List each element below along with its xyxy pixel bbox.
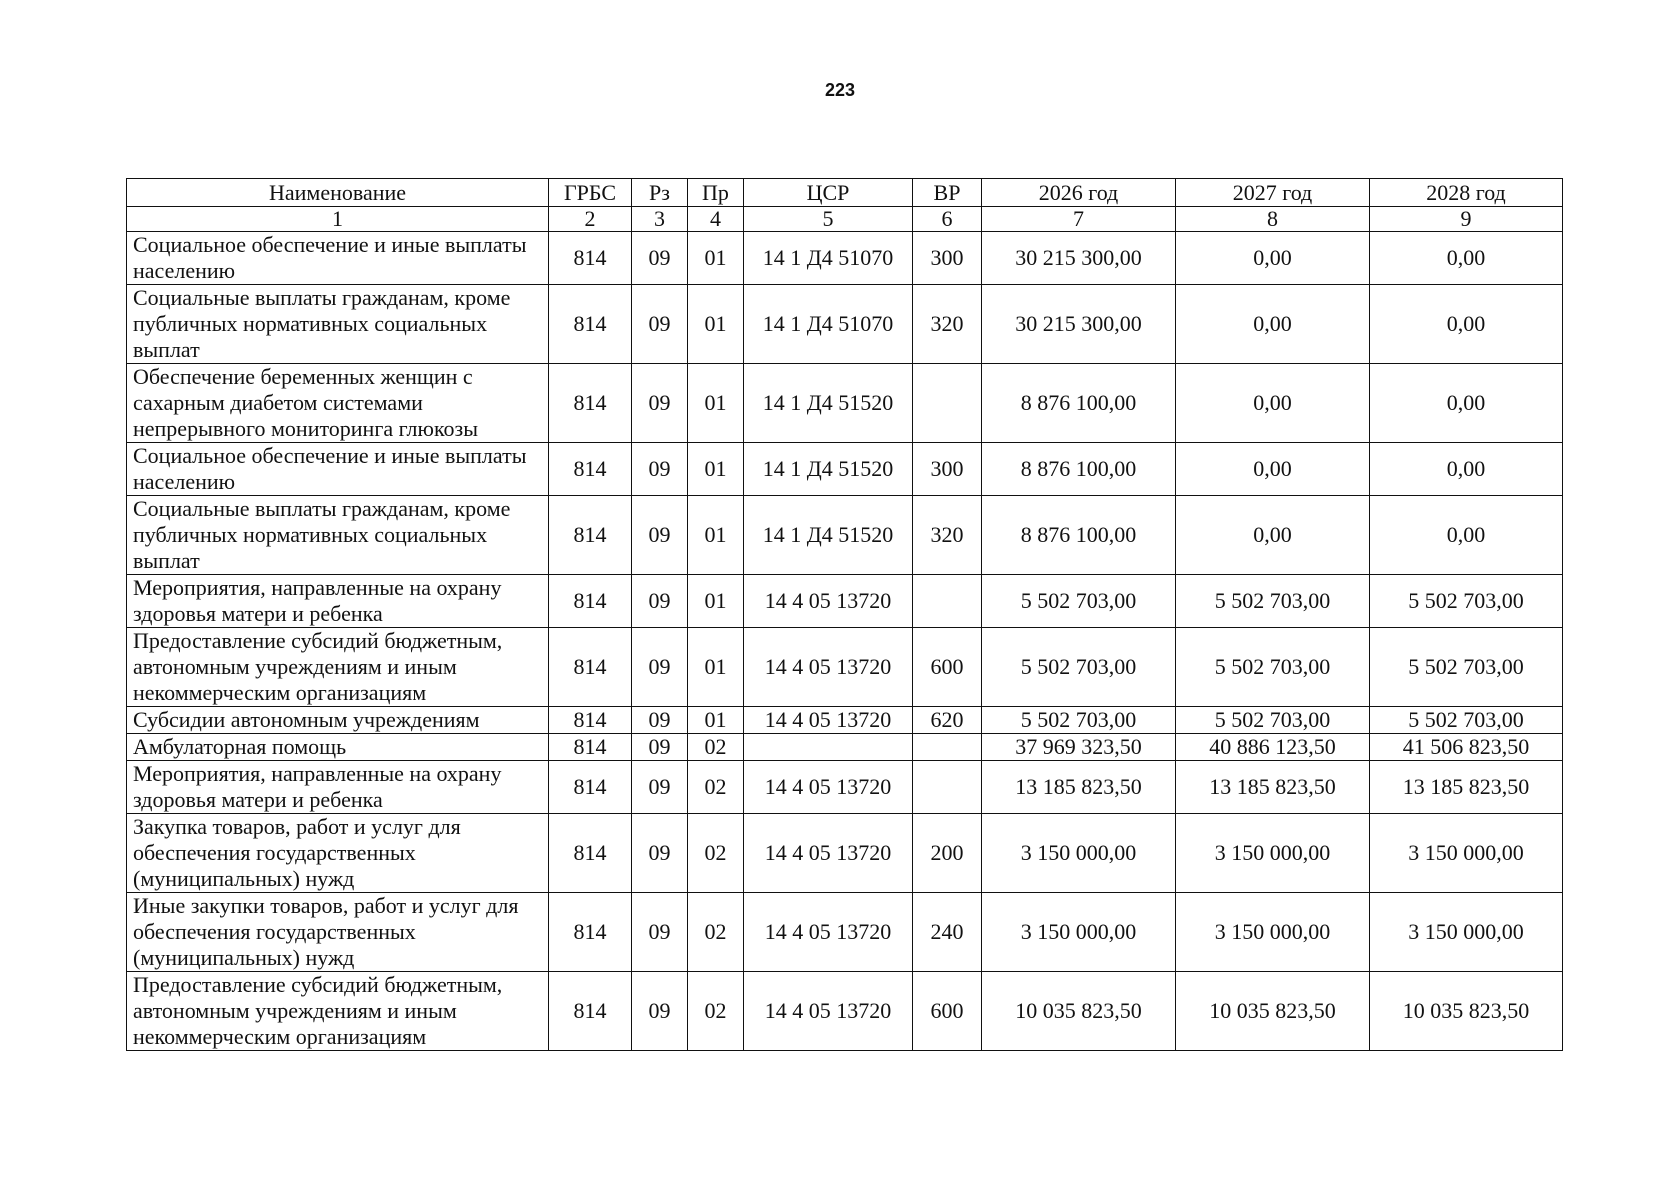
cell-vr: 300 (913, 232, 982, 285)
cell-name: Амбулаторная помощь (127, 734, 549, 761)
column-number-year-2028: 9 (1370, 207, 1563, 232)
table-row (127, 496, 1563, 575)
cell-grbs: 814 (549, 232, 632, 285)
cell-year-2028: 5 502 703,00 (1370, 707, 1563, 734)
cell-grbs: 814 (549, 496, 632, 575)
cell-year-2026: 8 876 100,00 (982, 364, 1176, 443)
cell-rz: 09 (632, 734, 688, 761)
cell-name: Иные закупки товаров, работ и услуг для обеспечения государственных (муниципальных) нужд (127, 893, 549, 972)
cell-year-2028: 41 506 823,50 (1370, 734, 1563, 761)
cell-year-2026: 5 502 703,00 (982, 575, 1176, 628)
cell-name: Закупка товаров, работ и услуг для обеспечения государственных (муниципальных) нужд (127, 814, 549, 893)
cell-csr (744, 734, 913, 761)
cell-pr: 02 (688, 814, 744, 893)
cell-csr: 14 1 Д4 51070 (744, 232, 913, 285)
cell-vr: 600 (913, 628, 982, 707)
column-number-csr: 5 (744, 207, 913, 232)
cell-year-2027: 0,00 (1176, 443, 1370, 496)
cell-year-2028: 0,00 (1370, 232, 1563, 285)
cell-year-2027: 40 886 123,50 (1176, 734, 1370, 761)
cell-rz: 09 (632, 232, 688, 285)
cell-rz: 09 (632, 496, 688, 575)
cell-grbs: 814 (549, 734, 632, 761)
cell-grbs: 814 (549, 285, 632, 364)
cell-year-2026: 30 215 300,00 (982, 232, 1176, 285)
cell-pr: 01 (688, 707, 744, 734)
cell-year-2028: 0,00 (1370, 443, 1563, 496)
cell-grbs: 814 (549, 814, 632, 893)
cell-year-2027: 0,00 (1176, 496, 1370, 575)
table-row (127, 893, 1563, 972)
cell-year-2027: 0,00 (1176, 232, 1370, 285)
cell-pr: 01 (688, 628, 744, 707)
cell-vr: 600 (913, 972, 982, 1051)
cell-pr: 01 (688, 364, 744, 443)
cell-rz: 09 (632, 707, 688, 734)
column-number-year-2026: 7 (982, 207, 1176, 232)
cell-grbs: 814 (549, 972, 632, 1051)
cell-pr: 02 (688, 972, 744, 1051)
cell-year-2027: 3 150 000,00 (1176, 814, 1370, 893)
cell-year-2026: 8 876 100,00 (982, 496, 1176, 575)
column-number-rz: 3 (632, 207, 688, 232)
cell-rz: 09 (632, 893, 688, 972)
table-row (127, 972, 1563, 1051)
cell-year-2026: 8 876 100,00 (982, 443, 1176, 496)
cell-csr: 14 4 05 13720 (744, 761, 913, 814)
cell-year-2026: 13 185 823,50 (982, 761, 1176, 814)
column-header-csr: ЦСР (744, 179, 913, 207)
cell-year-2026: 5 502 703,00 (982, 707, 1176, 734)
cell-pr: 01 (688, 232, 744, 285)
cell-year-2026: 37 969 323,50 (982, 734, 1176, 761)
cell-year-2027: 13 185 823,50 (1176, 761, 1370, 814)
cell-vr: 200 (913, 814, 982, 893)
cell-year-2028: 10 035 823,50 (1370, 972, 1563, 1051)
cell-year-2028: 0,00 (1370, 496, 1563, 575)
cell-year-2028: 5 502 703,00 (1370, 575, 1563, 628)
cell-rz: 09 (632, 972, 688, 1051)
cell-grbs: 814 (549, 893, 632, 972)
cell-rz: 09 (632, 364, 688, 443)
cell-csr: 14 4 05 13720 (744, 814, 913, 893)
cell-name: Социальные выплаты гражданам, кроме публичных нормативных социальных выплат (127, 496, 549, 575)
cell-csr: 14 4 05 13720 (744, 972, 913, 1051)
cell-rz: 09 (632, 814, 688, 893)
cell-name: Субсидии автономным учреждениям (127, 707, 549, 734)
cell-year-2027: 0,00 (1176, 285, 1370, 364)
column-number-pr: 4 (688, 207, 744, 232)
page-number: 223 (824, 80, 856, 100)
cell-vr: 240 (913, 893, 982, 972)
cell-year-2026: 5 502 703,00 (982, 628, 1176, 707)
table-row (127, 628, 1563, 707)
cell-vr: 300 (913, 443, 982, 496)
cell-rz: 09 (632, 575, 688, 628)
cell-year-2028: 5 502 703,00 (1370, 628, 1563, 707)
table-row (127, 575, 1563, 628)
column-header-year-2027: 2027 год (1176, 179, 1370, 207)
budget-table (126, 178, 1563, 1051)
column-header-pr: Пр (688, 179, 744, 207)
column-header-year-2026: 2026 год (982, 179, 1176, 207)
cell-grbs: 814 (549, 761, 632, 814)
cell-vr (913, 761, 982, 814)
table-row (127, 443, 1563, 496)
table-row (127, 232, 1563, 285)
table-row (127, 285, 1563, 364)
cell-csr: 14 1 Д4 51520 (744, 496, 913, 575)
column-number-name: 1 (127, 207, 549, 232)
cell-pr: 02 (688, 761, 744, 814)
cell-grbs: 814 (549, 443, 632, 496)
column-number-vr: 6 (913, 207, 982, 232)
column-header-vr: ВР (913, 179, 982, 207)
cell-vr: 320 (913, 496, 982, 575)
column-number-grbs: 2 (549, 207, 632, 232)
cell-year-2028: 13 185 823,50 (1370, 761, 1563, 814)
column-number-row (127, 207, 1563, 232)
cell-year-2028: 0,00 (1370, 364, 1563, 443)
header-row (127, 179, 1563, 207)
column-header-grbs: ГРБС (549, 179, 632, 207)
cell-grbs: 814 (549, 575, 632, 628)
cell-csr: 14 4 05 13720 (744, 707, 913, 734)
cell-grbs: 814 (549, 628, 632, 707)
cell-csr: 14 4 05 13720 (744, 893, 913, 972)
cell-name: Мероприятия, направленные на охрану здоровья матери и ребенка (127, 761, 549, 814)
cell-year-2027: 3 150 000,00 (1176, 893, 1370, 972)
cell-year-2027: 5 502 703,00 (1176, 628, 1370, 707)
cell-name: Предоставление субсидий бюджетным, автономным учреждениям и иным некоммерческим организациям (127, 628, 549, 707)
cell-year-2027: 10 035 823,50 (1176, 972, 1370, 1051)
cell-name: Социальные выплаты гражданам, кроме публичных нормативных социальных выплат (127, 285, 549, 364)
cell-name: Мероприятия, направленные на охрану здоровья матери и ребенка (127, 575, 549, 628)
cell-csr: 14 1 Д4 51070 (744, 285, 913, 364)
cell-year-2026: 30 215 300,00 (982, 285, 1176, 364)
cell-year-2027: 5 502 703,00 (1176, 707, 1370, 734)
cell-pr: 01 (688, 496, 744, 575)
cell-vr (913, 575, 982, 628)
column-header-year-2028: 2028 год (1370, 179, 1563, 207)
column-number-year-2027: 8 (1176, 207, 1370, 232)
cell-year-2028: 0,00 (1370, 285, 1563, 364)
column-header-name: Наименование (127, 179, 549, 207)
cell-pr: 02 (688, 734, 744, 761)
cell-vr: 320 (913, 285, 982, 364)
table-row (127, 707, 1563, 734)
cell-name: Социальное обеспечение и иные выплаты населению (127, 232, 549, 285)
cell-grbs: 814 (549, 364, 632, 443)
cell-pr: 01 (688, 575, 744, 628)
cell-year-2027: 0,00 (1176, 364, 1370, 443)
cell-rz: 09 (632, 761, 688, 814)
table-row (127, 364, 1563, 443)
column-header-rz: Рз (632, 179, 688, 207)
cell-year-2028: 3 150 000,00 (1370, 893, 1563, 972)
cell-pr: 01 (688, 285, 744, 364)
cell-name: Предоставление субсидий бюджетным, автономным учреждениям и иным некоммерческим организациям (127, 972, 549, 1051)
cell-pr: 01 (688, 443, 744, 496)
cell-vr (913, 734, 982, 761)
cell-vr: 620 (913, 707, 982, 734)
cell-pr: 02 (688, 893, 744, 972)
cell-csr: 14 1 Д4 51520 (744, 364, 913, 443)
cell-year-2028: 3 150 000,00 (1370, 814, 1563, 893)
table-row (127, 761, 1563, 814)
cell-grbs: 814 (549, 707, 632, 734)
cell-year-2027: 5 502 703,00 (1176, 575, 1370, 628)
table-row (127, 734, 1563, 761)
cell-name: Обеспечение беременных женщин с сахарным диабетом системами непрерывного мониторинга глюкозы (127, 364, 549, 443)
cell-rz: 09 (632, 285, 688, 364)
cell-year-2026: 10 035 823,50 (982, 972, 1176, 1051)
cell-rz: 09 (632, 443, 688, 496)
cell-csr: 14 4 05 13720 (744, 628, 913, 707)
cell-csr: 14 1 Д4 51520 (744, 443, 913, 496)
cell-name: Социальное обеспечение и иные выплаты населению (127, 443, 549, 496)
cell-csr: 14 4 05 13720 (744, 575, 913, 628)
cell-vr (913, 364, 982, 443)
table-row (127, 814, 1563, 893)
cell-rz: 09 (632, 628, 688, 707)
cell-year-2026: 3 150 000,00 (982, 814, 1176, 893)
cell-year-2026: 3 150 000,00 (982, 893, 1176, 972)
